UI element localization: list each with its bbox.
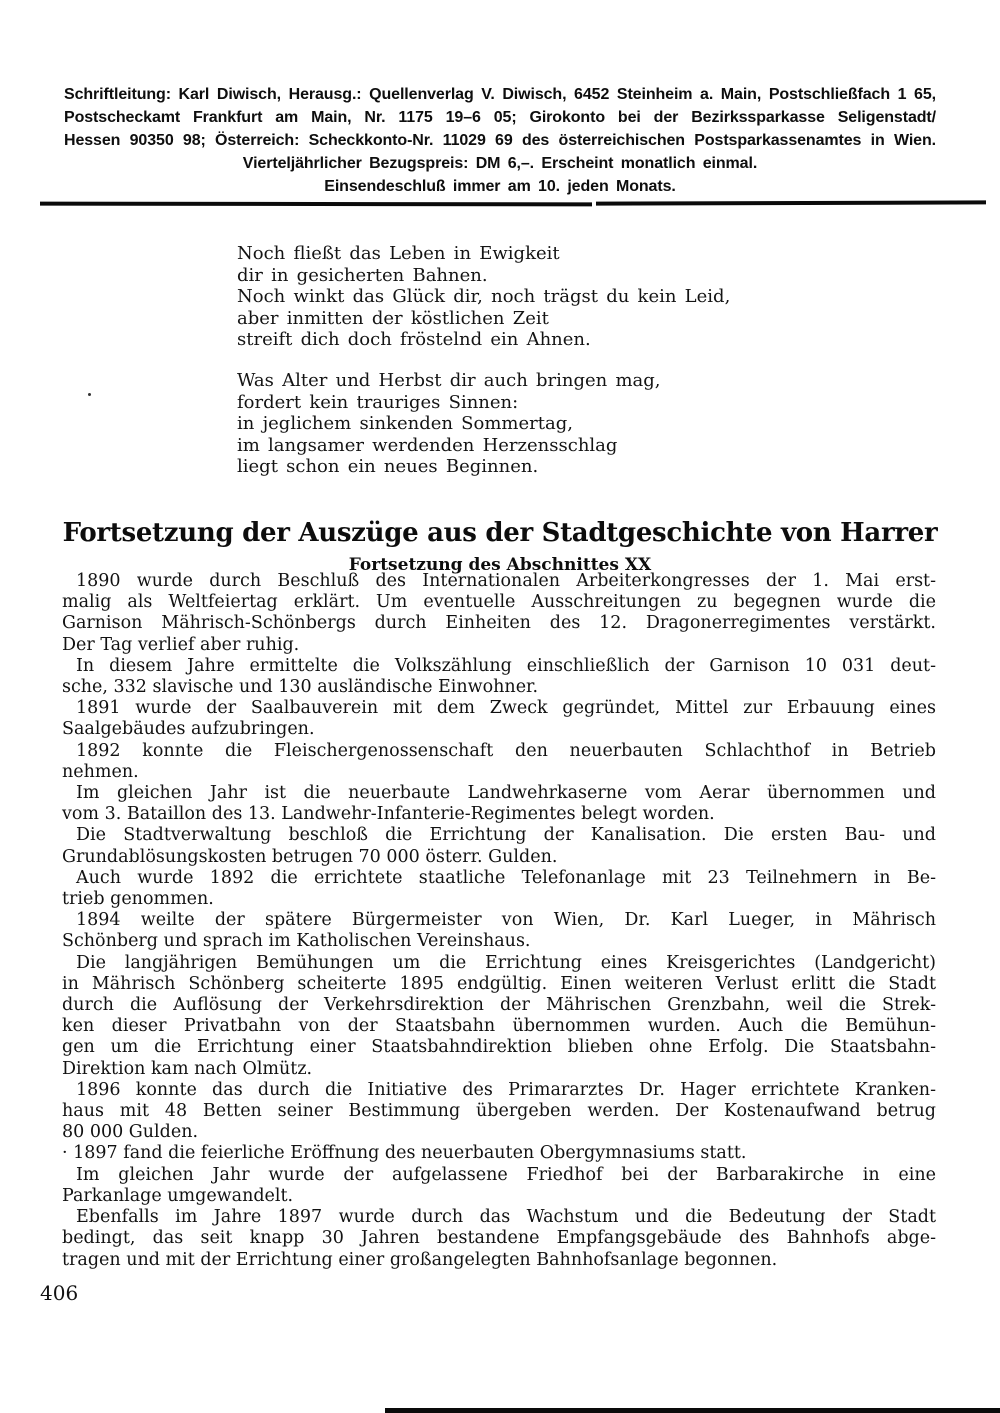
paragraph bbox=[62, 868, 936, 910]
divider-rule-left-segment bbox=[40, 202, 592, 207]
text-line: gen um die Errichtung einer Staatsbahndirektion blieben ohne Erfolg. Die Staatsbahn- bbox=[62, 1037, 936, 1058]
paragraph bbox=[62, 783, 936, 825]
paragraph bbox=[62, 698, 936, 740]
paragraph bbox=[62, 1143, 936, 1164]
paragraph bbox=[62, 1080, 936, 1144]
poem-line: fordert kein trauriges Sinnen: bbox=[237, 391, 519, 413]
poem-line: aber inmitten der köstlichen Zeit bbox=[237, 307, 549, 329]
poem-line: im langsamer werdenden Herzensschlag bbox=[237, 434, 618, 456]
text-line: 1894 weilte der spätere Bürgermeister von Wien, Dr. Karl Lueger, in Mährisch bbox=[76, 910, 936, 931]
text-line: 1891 wurde der Saalbauverein mit dem Zweck gegründet, Mittel zur Erbauung eines bbox=[76, 698, 936, 719]
text-line: Direktion kam nach Olmütz. bbox=[62, 1058, 313, 1079]
text-line: vom 3. Bataillon des 13. Landwehr-Infanterie-Regimentes belegt worden. bbox=[62, 804, 715, 825]
divider-rule-right-segment bbox=[596, 200, 986, 205]
paragraph bbox=[62, 953, 936, 1080]
text-line: In diesem Jahre ermittelte die Volkszählung einschließlich der Garnison 10 031 deut- bbox=[76, 655, 936, 676]
poem-stanza bbox=[237, 370, 837, 478]
poem-line: dir in gesicherten Bahnen. bbox=[237, 264, 488, 286]
text-line: in Mährisch Schönberg scheiterte 1895 endgültig. Einen weiteren Verlust erlitt die Stadt bbox=[62, 973, 936, 994]
text-line: Auch wurde 1892 die errichtete staatliche Telefonanlage mit 23 Teilnehmern in Be- bbox=[76, 867, 936, 888]
article-body bbox=[62, 571, 936, 1271]
text-line: 80 000 Gulden. bbox=[62, 1122, 199, 1143]
text-line: nehmen. bbox=[62, 761, 139, 782]
poem-line: in jeglichem sinkenden Sommertag, bbox=[237, 413, 573, 435]
paragraph bbox=[62, 910, 936, 952]
article-title: Fortsetzung der Auszüge aus der Stadtgeschichte von Harrer bbox=[62, 518, 938, 549]
text-line: Garnison Mährisch-Schönbergs durch Einheiten des 12. Dragonerregimentes verstärkt. bbox=[62, 613, 936, 634]
text-line: 1890 wurde durch Beschluß des Internationalen Arbeiterkongresses der 1. Mai erst- bbox=[76, 571, 936, 591]
scan-bottom-edge-artifact bbox=[385, 1408, 1000, 1413]
text-line: Parkanlage umgewandelt. bbox=[62, 1185, 294, 1206]
masthead bbox=[64, 83, 936, 198]
text-line: Schönberg und sprach im Katholischen Vereinshaus. bbox=[62, 931, 531, 952]
paragraph bbox=[62, 656, 936, 698]
masthead-line: Einsendeschluß immer am 10. jeden Monats. bbox=[324, 178, 676, 195]
paragraph bbox=[62, 1165, 936, 1207]
text-line: Grundablösungskosten betrugen 70 000 österr. Gulden. bbox=[62, 846, 558, 867]
text-line: durch die Auflösung der Verkehrsdirektion der Mährischen Grenzbahn, weil die Strek- bbox=[62, 995, 936, 1016]
masthead-line: Schriftleitung: Karl Diwisch, Herausg.: Quellenverlag V. Diwisch, 6452 Steinheim a. Main, Postschließfach 1 65, bbox=[64, 86, 936, 103]
paragraph bbox=[62, 1207, 936, 1271]
poem-stanza bbox=[237, 243, 837, 351]
poem-line: Noch fließt das Leben in Ewigkeit bbox=[237, 243, 560, 264]
scan-dot-artifact bbox=[88, 393, 91, 396]
text-line: trieb genommen. bbox=[62, 889, 214, 910]
text-line: tragen und mit der Errichtung einer großangelegten Bahnhofsanlage begonnen. bbox=[62, 1249, 778, 1270]
text-line: ken dieser Privatbahn von der Staatsbahn übernommen wurden. Auch die Bemühun- bbox=[62, 1016, 936, 1037]
text-line: haus mit 48 Betten seiner Bestimmung übergeben werden. Der Kostenaufwand betrug bbox=[62, 1101, 936, 1122]
poem-line: Noch winkt das Glück dir, noch trägst du kein Leid, bbox=[237, 286, 731, 308]
text-line: Die langjährigen Bemühungen um die Errichtung eines Kreisgerichtes (Landgericht) bbox=[76, 952, 936, 973]
text-line: 1896 konnte das durch die Initiative des Primararztes Dr. Hager errichtete Kranken- bbox=[76, 1079, 936, 1100]
paragraph bbox=[62, 571, 936, 656]
masthead-line: Vierteljährlicher Bezugspreis: DM 6,–. Erscheint monatlich einmal. bbox=[242, 155, 758, 172]
text-line: Der Tag verlief aber ruhig. bbox=[62, 634, 300, 655]
text-line: malig als Weltfeiertag erklärt. Um eventuelle Ausschreitungen zu begegnen wurde die bbox=[62, 592, 936, 613]
text-line: Ebenfalls im Jahre 1897 wurde durch das Wachstum und die Bedeutung der Stadt bbox=[76, 1207, 936, 1228]
paragraph bbox=[62, 825, 936, 867]
masthead-line: Hessen 90350 98; Österreich: Scheckkonto-Nr. 11029 69 des österreichischen Postsparkassenamtes in Wien. bbox=[64, 132, 936, 149]
text-line: · 1897 fand die feierliche Eröffnung des neuerbauten Obergymnasiums statt. bbox=[62, 1143, 747, 1164]
poem-line: Was Alter und Herbst dir auch bringen mag, bbox=[237, 369, 661, 391]
masthead-line: Postscheckamt Frankfurt am Main, Nr. 1175 19–6 05; Girokonto bei der Bezirkssparkasse Seligenstadt/ bbox=[64, 109, 936, 126]
text-line: Im gleichen Jahr ist die neuerbaute Landwehrkaserne vom Aerar übernommen und bbox=[76, 783, 936, 804]
text-line: Die Stadtverwaltung beschloß die Errichtung der Kanalisation. Die ersten Bau- und bbox=[76, 825, 936, 846]
text-line: bedingt, das seit knapp 30 Jahren bestandene Empfangsgebäude des Bahnhofs abge- bbox=[62, 1228, 936, 1249]
text-line: Saalgebäudes aufzubringen. bbox=[62, 719, 315, 740]
text-line: 1892 konnte die Fleischergenossenschaft den neuerbauten Schlachthof in Betrieb bbox=[76, 740, 936, 761]
text-line: Im gleichen Jahr wurde der aufgelassene Friedhof bei der Barbarakirche in eine bbox=[76, 1164, 936, 1185]
paragraph bbox=[62, 741, 936, 783]
text-line: sche, 332 slavische und 130 ausländische Einwohner. bbox=[62, 677, 539, 698]
page-number: 406 bbox=[40, 1281, 79, 1305]
article-subtitle: Fortsetzung des Abschnittes XX bbox=[348, 555, 652, 576]
poem-line: liegt schon ein neues Beginnen. bbox=[237, 456, 539, 478]
poem bbox=[237, 243, 837, 497]
poem-line: streift dich doch fröstelnd ein Ahnen. bbox=[237, 329, 591, 351]
